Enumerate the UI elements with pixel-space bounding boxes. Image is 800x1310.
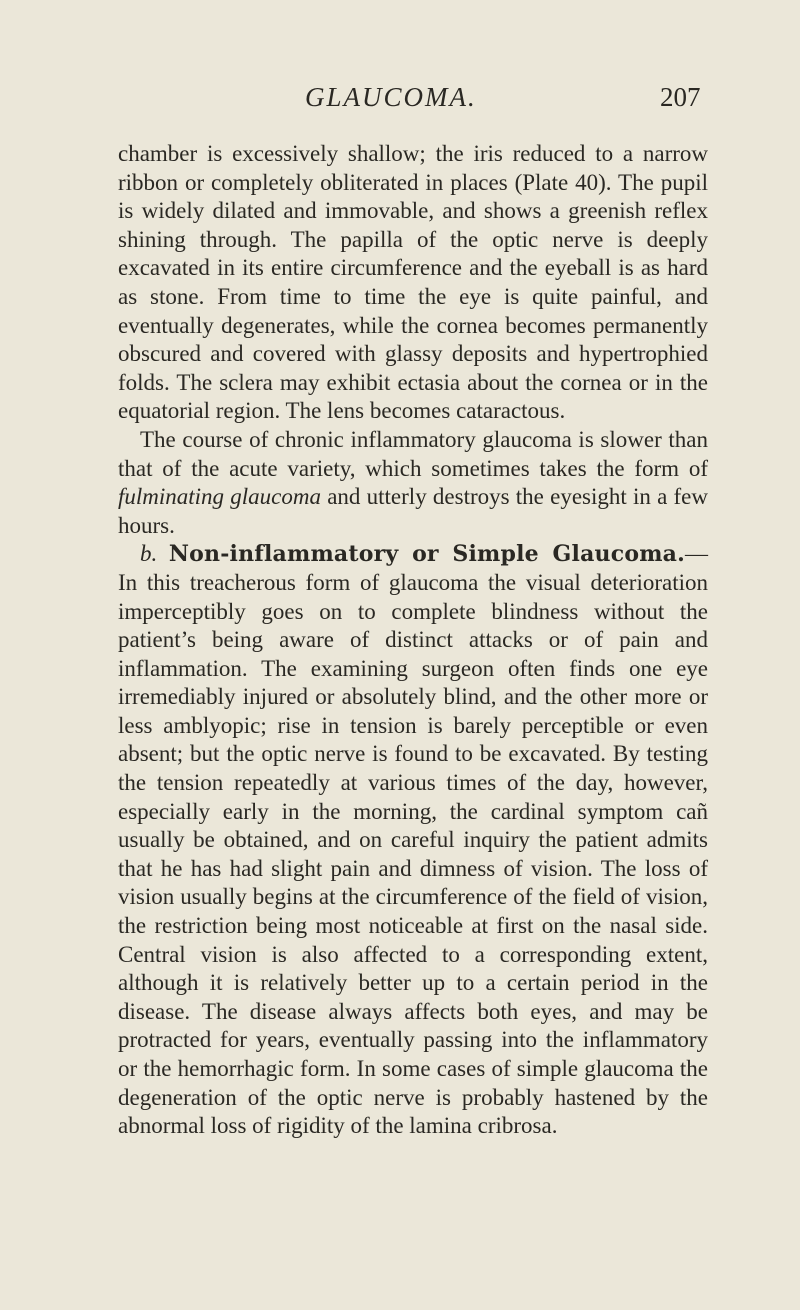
- section-heading: Non-inflammatory or Simple Glaucoma.: [168, 541, 685, 568]
- paragraph-text: The course of chronic inflammatory glaucoma is slower than that of the acute variety, which sometimes takes the form of: [118, 426, 708, 481]
- paragraph-chronic-course: [118, 426, 708, 540]
- body-text: [118, 140, 708, 1141]
- running-title: GLAUCOMA.: [305, 82, 477, 112]
- paragraph-continued: chamber is excessively shallow; the iris reduced to a narrow ribbon or completely obliterated in places (Plate 40). The pupil is widely dilated and immovable, and shows a greenish reflex shining through. The papilla of the optic nerve is deeply excavated in its entire circumference and the eyeball is as hard as stone. From time to time the eye is quite painful, and eventually degenerates, while the cornea becomes permanently obscured and covered with glassy deposits and hypertrophied folds. The sclera may exhibit ectasia about the cornea or in the equatorial region. The lens becomes cataractous.: [118, 141, 708, 424]
- page-header: [0, 80, 800, 120]
- paragraph-simple-glaucoma: [118, 540, 708, 1140]
- paragraph-text: — In this treacherous form of glaucoma the visual deterioration imperceptibly goes on to complete blindness without the patient’s being aware of distinct attacks or of pain and inflammation. The examining surgeon often finds one eye irremediably injured or absolutely blind, and the other more or less amblyopic; rise in tension is barely perceptible or even absent; but the optic nerve is found to be excavated. By testing the tension repeatedly at various times of the day, however, especially early in the morning, the cardinal symptom cañ usually be obtained, and on careful inquiry the patient admits that he has had slight pain and dimness of vision. The loss of vision usually begins at the circumference of the field of vision, the restriction being most noticeable at first on the nasal side. Central vision is also affected to a corresponding extent, although it is relatively better up to a certain period in the disease. The disease always affects both eyes, and may be protracted for years, eventually passing into the inflammatory or the hemorrhagic form. In some cases of simple glaucoma the degeneration of the optic nerve is probably hastened by the abnormal loss of rigidity of the lamina cribrosa.: [118, 541, 708, 1139]
- section-letter: b.: [140, 541, 158, 567]
- emphasis-term: fulminating glaucoma: [118, 484, 321, 510]
- page-number: 207: [660, 82, 701, 112]
- paragraph-text: and utterly destroys the eyesight in a few hours.: [118, 484, 708, 538]
